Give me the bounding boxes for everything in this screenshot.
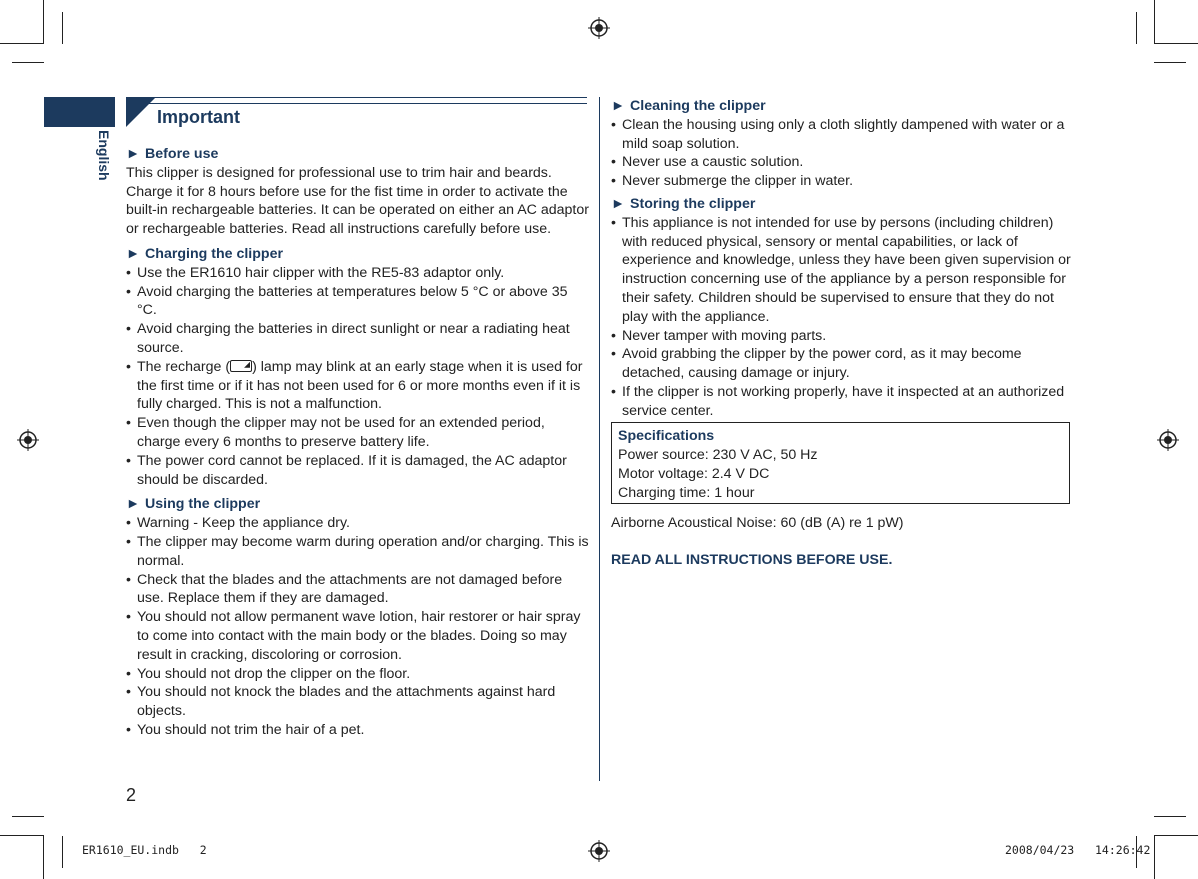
crop-mark bbox=[0, 835, 44, 836]
registration-mark-icon bbox=[588, 840, 610, 862]
charging-list bbox=[126, 264, 589, 490]
list-item: • You should not knock the blades and the attachments against hard objects. bbox=[126, 683, 589, 721]
using-list bbox=[126, 514, 589, 740]
read-all-notice: READ ALL INSTRUCTIONS BEFORE USE. bbox=[611, 552, 893, 568]
crop-mark bbox=[1154, 835, 1198, 836]
language-tab bbox=[44, 97, 115, 127]
before-use-heading: ► Before use bbox=[126, 146, 219, 162]
battery-icon bbox=[230, 360, 252, 372]
right-triangle-icon: ► bbox=[611, 98, 626, 114]
list-item: • Avoid charging the batteries at temperatures below 5 °C or above 35 °C. bbox=[126, 283, 589, 321]
registration-mark-icon bbox=[588, 17, 610, 39]
list-item: • Avoid charging the batteries in direct sunlight or near a radiating heat source. bbox=[126, 320, 589, 358]
footer-date: 2008/04/23 14:26:42 bbox=[1005, 843, 1151, 857]
section-header-corner bbox=[126, 97, 156, 127]
storing-list bbox=[611, 214, 1074, 421]
page-number: 2 bbox=[126, 785, 137, 805]
list-item: • Even though the clipper may not be used for an extended period, charge every 6 months to preserve battery life. bbox=[126, 414, 589, 452]
list-item: • Never tamper with moving parts. bbox=[611, 327, 1074, 346]
language-label: English bbox=[96, 130, 112, 181]
crop-mark bbox=[62, 836, 63, 868]
list-item: • You should not allow permanent wave lotion, hair restorer or hair spray to come into contact with the main body or the blades. Doing so may result in cracking, discoloring or corrosion. bbox=[126, 608, 589, 664]
cleaning-heading: ► Cleaning the clipper bbox=[611, 98, 766, 114]
specifications-box bbox=[611, 422, 1070, 504]
right-triangle-icon: ► bbox=[611, 195, 626, 212]
list-item: • The recharge ( ) lamp may blink at an early stage when it is used for the first time or if it has not been used for 6 or more months even if it is fully charged. This is not a malfunction. bbox=[126, 358, 589, 414]
registration-mark-icon bbox=[17, 429, 39, 451]
storing-heading: ► Storing the clipper bbox=[611, 195, 756, 212]
spec-charging: Charging time: 1 hour bbox=[618, 485, 755, 501]
crop-mark bbox=[1154, 0, 1155, 43]
list-item: • You should not trim the hair of a pet. bbox=[126, 721, 589, 740]
list-item: • You should not drop the clipper on the floor. bbox=[126, 665, 589, 684]
column-divider bbox=[599, 97, 600, 781]
crop-mark bbox=[12, 816, 44, 817]
crop-mark bbox=[0, 43, 44, 44]
spec-motor: Motor voltage: 2.4 V DC bbox=[618, 466, 770, 482]
crop-mark bbox=[1154, 836, 1155, 879]
left-column bbox=[126, 141, 589, 740]
list-item: • Use the ER1610 hair clipper with the RE5-83 adaptor only. bbox=[126, 264, 589, 283]
crop-mark bbox=[1136, 12, 1137, 44]
crop-mark bbox=[43, 0, 44, 43]
list-item: • Never submerge the clipper in water. bbox=[611, 172, 1074, 191]
right-triangle-icon: ► bbox=[126, 245, 141, 262]
spec-power: Power source: 230 V AC, 50 Hz bbox=[618, 447, 818, 463]
list-item: • Clean the housing using only a cloth slightly dampened with water or a mild soap solution. bbox=[611, 116, 1074, 154]
footer-file: ER1610_EU.indb 2 bbox=[82, 843, 207, 857]
crop-mark bbox=[1154, 816, 1186, 817]
crop-mark bbox=[1154, 62, 1186, 63]
list-item: • This appliance is not intended for use by persons (including children) with reduced physical, sensory or mental capabilities, or lack of experience and knowledge, unless they have been given supervision or instruction concerning use of the appliance by a person responsible for their safety. Children should be supervised to ensure that they do not play with the appliance. bbox=[611, 214, 1074, 327]
list-item: • The power cord cannot be replaced. If it is damaged, the AC adaptor should be discarded. bbox=[126, 452, 589, 490]
noise-text: Airborne Acoustical Noise: 60 (dB (A) re 1 pW) bbox=[611, 515, 904, 531]
crop-mark bbox=[62, 12, 63, 44]
crop-mark bbox=[12, 62, 44, 63]
list-item: • The clipper may become warm during operation and/or charging. This is normal. bbox=[126, 533, 589, 571]
cleaning-list bbox=[611, 116, 1074, 191]
list-item: • If the clipper is not working properly, have it inspected at an authorized service center. bbox=[611, 383, 1074, 421]
list-item: • Avoid grabbing the clipper by the power cord, as it may become detached, causing damage or injury. bbox=[611, 345, 1074, 383]
before-use-text: This clipper is designed for professional use to trim hair and beards. Charge it for 8 hours before use for the fist time in order to activate the built-in rechargeable batteries. It can be operated on either an AC adaptor or rechargeable batteries. Read all instructions carefully before use. bbox=[126, 164, 589, 238]
crop-mark bbox=[1154, 43, 1198, 44]
right-triangle-icon: ► bbox=[126, 146, 141, 162]
registration-mark-icon bbox=[1157, 429, 1179, 451]
charging-heading: ► Charging the clipper bbox=[126, 245, 283, 262]
crop-mark bbox=[43, 836, 44, 879]
list-item: • Warning - Keep the appliance dry. bbox=[126, 514, 589, 533]
list-item: • Check that the blades and the attachments are not damaged before use. Replace them if they are damaged. bbox=[126, 571, 589, 609]
using-heading: ► Using the clipper bbox=[126, 496, 261, 513]
list-item: • Never use a caustic solution. bbox=[611, 153, 1074, 172]
specifications-heading: Specifications bbox=[618, 428, 715, 444]
section-title: Important bbox=[157, 107, 240, 127]
section-header-rule bbox=[126, 97, 587, 104]
right-triangle-icon: ► bbox=[126, 496, 141, 513]
right-column bbox=[611, 93, 1074, 421]
